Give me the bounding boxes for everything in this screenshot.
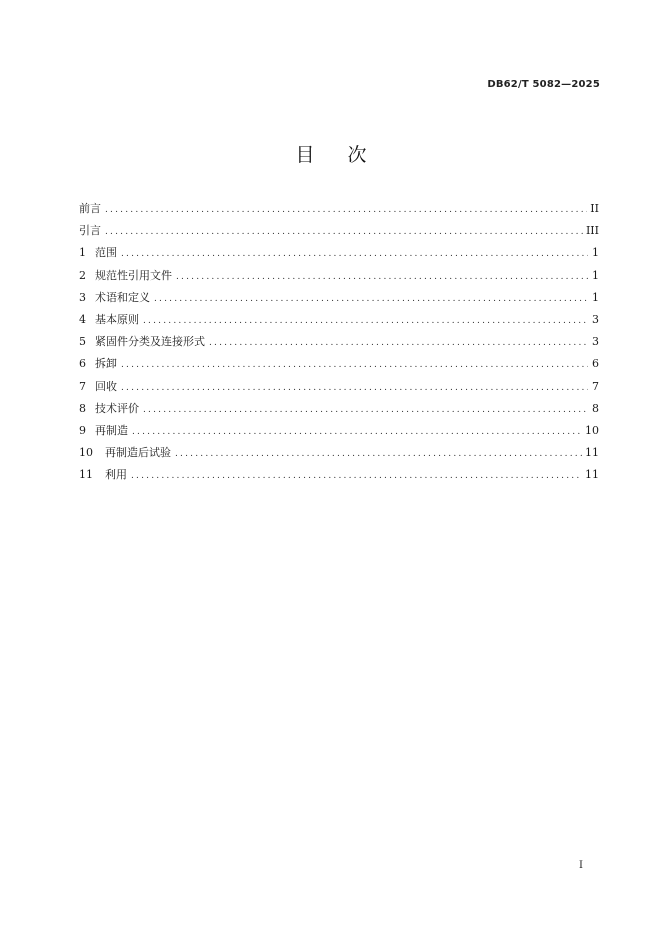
toc-entry-disassembly[interactable]: [79, 353, 599, 375]
toc-page-number: II: [590, 202, 599, 215]
toc-leader-dots: [131, 465, 582, 487]
toc-leader-dots: [121, 377, 588, 399]
toc-entry-number: 7: [79, 379, 86, 393]
toc-page-number: 1: [592, 290, 599, 304]
toc-leader-dots: [121, 354, 588, 376]
toc-entry-number: 4: [79, 312, 86, 326]
toc-page-number: 1: [592, 246, 599, 260]
toc-entry-fastener-classification[interactable]: [79, 331, 599, 353]
toc-page-number: 11: [585, 446, 599, 460]
toc-entry-utilization[interactable]: [79, 464, 599, 486]
toc-page-number: 7: [592, 379, 599, 393]
toc-entry-recovery[interactable]: [79, 376, 599, 398]
toc-entry-number: 8: [79, 401, 86, 415]
standard-code: DB62/T 5082—2025: [487, 79, 600, 90]
toc-entry-scope[interactable]: [79, 242, 599, 264]
toc-entry-number: 11: [79, 468, 93, 482]
toc-entry-introduction[interactable]: [79, 220, 599, 242]
toc-entry-text: 术语和定义: [95, 290, 150, 304]
toc-entry-text: 规范性引用文件: [95, 268, 172, 282]
toc-title: 目次: [295, 144, 400, 166]
toc-entry-text: 引言: [79, 224, 101, 238]
toc-leader-dots: [176, 266, 588, 288]
toc-page-number: 10: [585, 423, 599, 437]
toc-entry-text: 再制造: [95, 423, 128, 437]
toc-entry-foreword[interactable]: [79, 198, 599, 220]
toc-entry-number: 2: [79, 268, 86, 282]
toc-leader-dots: [132, 421, 582, 443]
toc-entry-number: 3: [79, 290, 86, 304]
toc-page-number: 11: [585, 468, 599, 482]
toc-entry-text: 回收: [95, 379, 117, 393]
toc-page-number: 3: [592, 312, 599, 326]
toc-page-number: III: [585, 224, 599, 238]
toc-leader-dots: [143, 399, 588, 421]
toc-entry-number: 10: [79, 446, 93, 460]
toc-entry-post-remanufacturing-test[interactable]: [79, 442, 599, 464]
toc-entry-normative-references[interactable]: [79, 265, 599, 287]
toc-entry-text: 范围: [95, 246, 117, 260]
toc-leader-dots: [143, 310, 588, 332]
toc-page-number: 8: [592, 401, 599, 415]
toc-page-number: 1: [592, 268, 599, 282]
toc-leader-dots: [121, 243, 588, 265]
toc-leader-dots: [209, 332, 588, 354]
table-of-contents: [79, 198, 599, 486]
toc-entry-text: 前言: [79, 202, 101, 215]
toc-leader-dots: [105, 199, 587, 221]
toc-entry-text: 紧固件分类及连接形式: [95, 335, 205, 349]
toc-entry-text: 再制造后试验: [105, 446, 171, 460]
toc-entry-basic-principles[interactable]: [79, 309, 599, 331]
toc-leader-dots: [154, 288, 588, 310]
toc-page-number: 6: [592, 357, 599, 371]
toc-entry-text: 利用: [105, 468, 127, 482]
toc-page-number: 3: [592, 335, 599, 349]
toc-entry-number: 6: [79, 357, 86, 371]
toc-entry-number: 5: [79, 335, 86, 349]
toc-entry-terms-definitions[interactable]: [79, 287, 599, 309]
toc-entry-text: 基本原则: [95, 312, 139, 326]
toc-entry-number: 1: [79, 246, 86, 260]
toc-leader-dots: [175, 443, 582, 465]
toc-entry-number: 9: [79, 423, 86, 437]
toc-leader-dots: [105, 221, 583, 243]
toc-entry-technical-evaluation[interactable]: [79, 398, 599, 420]
toc-entry-remanufacturing[interactable]: [79, 420, 599, 442]
toc-entry-text: 拆卸: [95, 357, 117, 371]
toc-entry-text: 技术评价: [95, 401, 139, 415]
page-number: I: [579, 860, 583, 871]
